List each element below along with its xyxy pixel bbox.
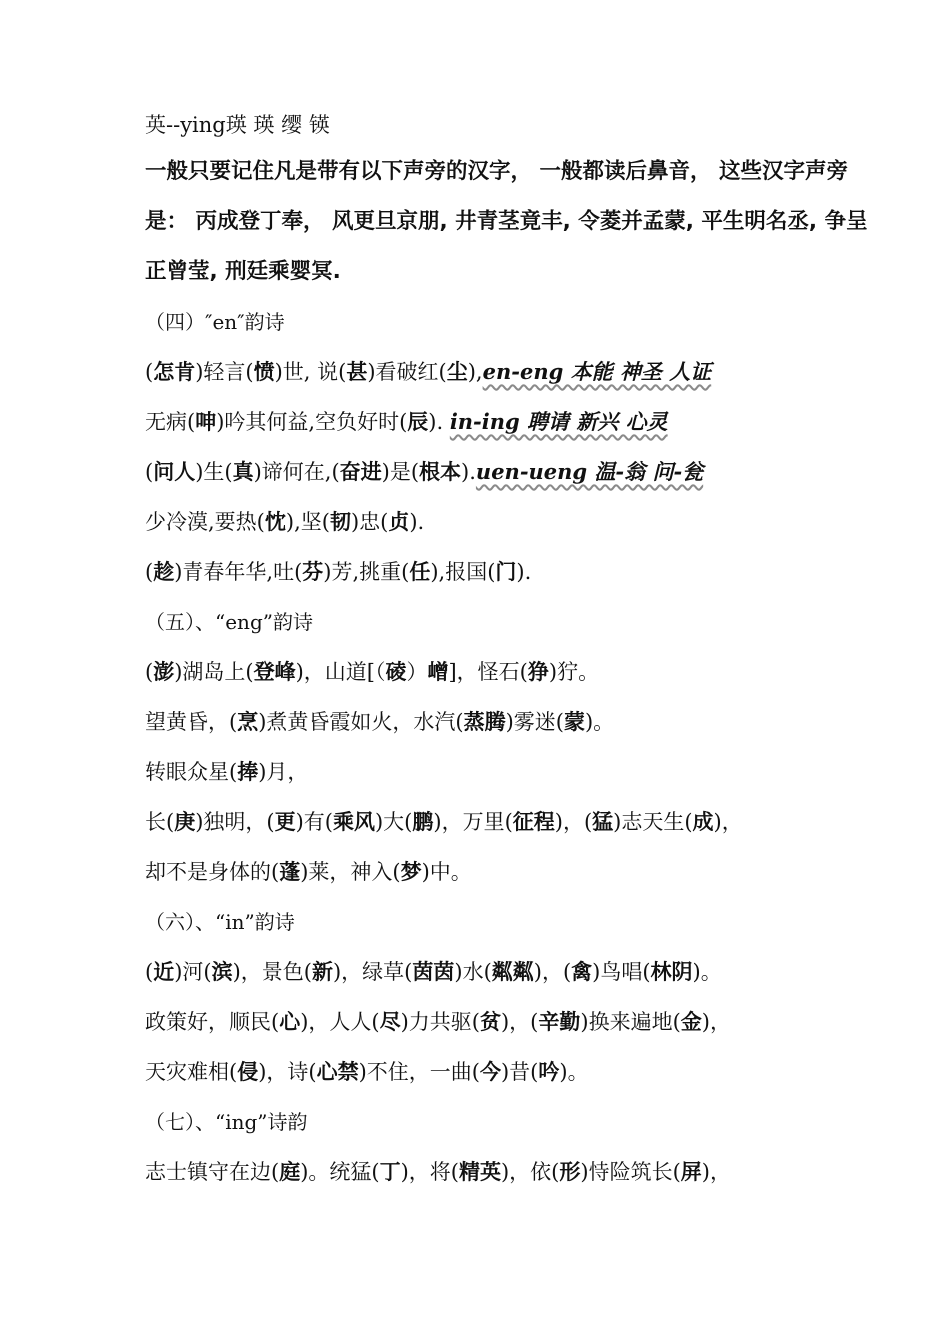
text-segment: )狞。 (548, 660, 600, 684)
text-segment: )中。 (421, 860, 472, 884)
text-segment: 转眼众星( (145, 760, 238, 784)
emphasized-char: 屏 (680, 1159, 702, 1184)
text-segment: )忠( (350, 510, 389, 534)
text-segment: )，景色( (232, 960, 312, 984)
paragraph-line: 是： 丙成登丁奉， 风更旦京朋, 井青茎竟丰, 令菱并孟蒙, 平生明名丞, 争呈 (145, 209, 868, 234)
poem-line (145, 357, 711, 387)
text-segment: )生( (195, 460, 233, 484)
text-segment: )轻言( (195, 360, 254, 384)
text-segment: （四）″en″韵诗 (145, 310, 285, 334)
emphasized-char: 庭 (279, 1159, 301, 1184)
text-segment: )月， (258, 760, 309, 784)
text-segment: )，依( (500, 1160, 560, 1184)
text-segment: )芳,挑重( (323, 560, 410, 584)
section-heading (145, 607, 313, 637)
text-segment: 长( (145, 810, 175, 834)
text-segment: ), (467, 360, 483, 384)
poem-line (145, 557, 531, 587)
text-segment: )昔( (500, 1060, 539, 1084)
poem-line (145, 1157, 731, 1187)
section-heading (145, 907, 295, 937)
text-segment: )，山道[（ (295, 660, 386, 684)
emphasized-char: 蒸腾 (463, 709, 506, 734)
emphasized-char: 烹 (237, 709, 259, 734)
emphasized-char: 门 (495, 559, 517, 584)
text-segment: 志士镇守在边( (145, 1160, 280, 1184)
emphasized-char: 甚 (346, 359, 368, 384)
emphasized-char: 丁 (379, 1159, 401, 1184)
text-segment: ( (145, 460, 154, 484)
text-segment: )大( (374, 810, 413, 834)
text-segment: )青春年华,吐( (174, 560, 303, 584)
emphasized-char: 狰 (527, 659, 549, 684)
text-segment: )湖岛上( (174, 660, 254, 684)
text-segment: )煮黄昏霞如火，水汽( (258, 710, 464, 734)
emphasized-char: 捧 (237, 759, 259, 784)
emphasized-char: 蓬 (279, 859, 301, 884)
poem-line (145, 757, 308, 787)
text-segment: )世, 说( (274, 360, 347, 384)
text-segment: （五）、“eng”韵诗 (145, 610, 313, 634)
emphasized-char: 庚 (174, 809, 196, 834)
poem-line (145, 507, 424, 537)
text-segment: )不住，一曲( (358, 1060, 480, 1084)
text-segment: )。 (559, 1060, 589, 1084)
text-segment: ). (409, 510, 425, 534)
emphasized-char: 嶒 (427, 659, 449, 684)
text-segment: )谛何在,( (253, 460, 340, 484)
text-segment: )鸟唱( (592, 960, 651, 984)
poem-line (145, 707, 614, 737)
text-segment: 无病( (145, 410, 196, 434)
emphasized-char: 碐 (385, 659, 407, 684)
text-segment: 少冷漠,要热( (145, 510, 265, 534)
text-segment: )，( (554, 810, 593, 834)
emphasized-char: 怎肯 (153, 359, 196, 384)
annotation-text: in-ing 聘请 新兴 心灵 (449, 409, 668, 434)
poem-line (145, 1057, 589, 1087)
emphasized-char: 心禁 (316, 1059, 359, 1084)
text-segment: )有( (295, 810, 333, 834)
poem-line (145, 457, 703, 487)
paragraph-line: 正曾莹, 刑廷乘婴冥. (145, 259, 341, 284)
emphasized-char: 愤 (253, 359, 275, 384)
emphasized-char: 澎 (153, 659, 175, 684)
emphasized-char: 趁 (153, 559, 175, 584)
emphasized-char: 真 (232, 459, 254, 484)
text-segment: )， (701, 1010, 731, 1034)
poem-line (145, 957, 722, 987)
text-segment: )。 (584, 710, 615, 734)
emphasized-char: 林阴 (650, 959, 693, 984)
poem-line (145, 657, 599, 687)
emphasized-char: 禽 (571, 959, 593, 984)
text-segment: )换来遍地( (580, 1010, 681, 1034)
emphasized-char: 辰 (407, 409, 429, 434)
text-segment: ]，怪石( (448, 660, 528, 684)
emphasized-char: 蒙 (563, 709, 585, 734)
text-segment: ( (145, 560, 154, 584)
poem-line (145, 110, 330, 140)
text-segment: ),坚( (285, 510, 330, 534)
text-segment: )独明，( (195, 810, 275, 834)
poem-line (145, 407, 668, 437)
emphasized-char: 鹏 (412, 809, 434, 834)
text-segment: )看破红( (367, 360, 447, 384)
text-segment: )莱，神入( (300, 860, 401, 884)
text-segment: )。 (692, 960, 722, 984)
text-segment: )力共驱( (400, 1010, 480, 1034)
emphasized-char: 尽 (379, 1009, 401, 1034)
emphasized-char: 贫 (479, 1009, 501, 1034)
text-segment: )，诗( (258, 1060, 317, 1084)
section-heading (145, 1107, 308, 1137)
emphasized-char: 精英 (458, 1159, 501, 1184)
emphasized-char: 更 (274, 809, 296, 834)
emphasized-char: 金 (680, 1009, 702, 1034)
emphasized-char: 贞 (388, 509, 410, 534)
text-segment: )，人人( (300, 1010, 380, 1034)
text-segment: 英--ying瑛 瑛 缨 锳 (145, 113, 330, 137)
emphasized-char: 韧 (329, 509, 351, 534)
emphasized-char: 登峰 (253, 659, 296, 684)
text-segment: ( (145, 660, 154, 684)
text-segment: 却不是身体的( (145, 860, 280, 884)
text-segment: )，将( (400, 1160, 459, 1184)
text-segment: 政策好，顺民( (145, 1010, 280, 1034)
text-segment: )吟其何益,空负好时( (216, 410, 408, 434)
text-segment: ） (406, 660, 428, 684)
paragraph-line: 一般只要记住凡是带有以下声旁的汉字， 一般都读后鼻音， 这些汉字声旁 (145, 159, 848, 184)
text-segment: )，绿草( (332, 960, 413, 984)
emphasized-char: 乘风 (332, 809, 375, 834)
emphasized-char: 茵茵 (412, 959, 455, 984)
text-segment: ). (461, 460, 476, 484)
emphasized-char: 征程 (512, 809, 555, 834)
text-segment: ). (428, 410, 450, 434)
text-segment: )， (713, 810, 743, 834)
text-segment: )，万里( (433, 810, 513, 834)
text-segment: )志天生( (613, 810, 693, 834)
emphasized-char: 粼粼 (491, 959, 534, 984)
emphasized-char: 滨 (211, 959, 233, 984)
text-segment: 天灾难相( (145, 1060, 238, 1084)
text-segment: 望黄昏，( (145, 710, 238, 734)
emphasized-char: 形 (559, 1159, 581, 1184)
text-segment: )水( (454, 960, 492, 984)
emphasized-char: 侵 (237, 1059, 259, 1084)
text-segment: )恃险筑长( (580, 1160, 681, 1184)
text-segment: ),报国( (430, 560, 496, 584)
emphasized-char: 任 (409, 559, 431, 584)
emphasized-char: 今 (479, 1059, 501, 1084)
emphasized-char: 芬 (302, 559, 324, 584)
text-segment: )， (701, 1160, 731, 1184)
poem-line (145, 1007, 731, 1037)
emphasized-char: 近 (153, 959, 175, 984)
emphasized-char: 梦 (400, 859, 422, 884)
text-segment: )，( (533, 960, 572, 984)
text-segment: （七）、“ing”诗韵 (145, 1110, 308, 1134)
text-segment: )，( (500, 1010, 539, 1034)
annotation-text: uen-ueng 温-翁 问-瓮 (475, 459, 704, 484)
emphasized-char: 忱 (264, 509, 286, 534)
emphasized-char: 猛 (592, 809, 614, 834)
text-segment: ). (516, 560, 532, 584)
emphasized-char: 辛勤 (538, 1009, 581, 1034)
emphasized-char: 尘 (446, 359, 468, 384)
text-segment: )雾迷( (505, 710, 564, 734)
text-segment: )。统猛( (300, 1160, 380, 1184)
text-segment: )是( (381, 460, 420, 484)
emphasized-char: 奋进 (339, 459, 382, 484)
text-segment: ( (145, 360, 154, 384)
emphasized-char: 问人 (153, 459, 196, 484)
poem-line (145, 857, 472, 887)
emphasized-char: 根本 (419, 459, 462, 484)
emphasized-char: 成 (692, 809, 714, 834)
text-segment: )河( (174, 960, 212, 984)
annotation-text: en-eng 本能 神圣 人证 (482, 359, 712, 384)
emphasized-char: 吟 (538, 1059, 560, 1084)
text-segment: （六）、“in”韵诗 (145, 910, 295, 934)
section-heading (145, 307, 285, 337)
emphasized-char: 新 (311, 959, 333, 984)
emphasized-char: 呻 (195, 409, 217, 434)
poem-line (145, 807, 743, 837)
text-segment: ( (145, 960, 154, 984)
emphasized-char: 心 (279, 1009, 301, 1034)
